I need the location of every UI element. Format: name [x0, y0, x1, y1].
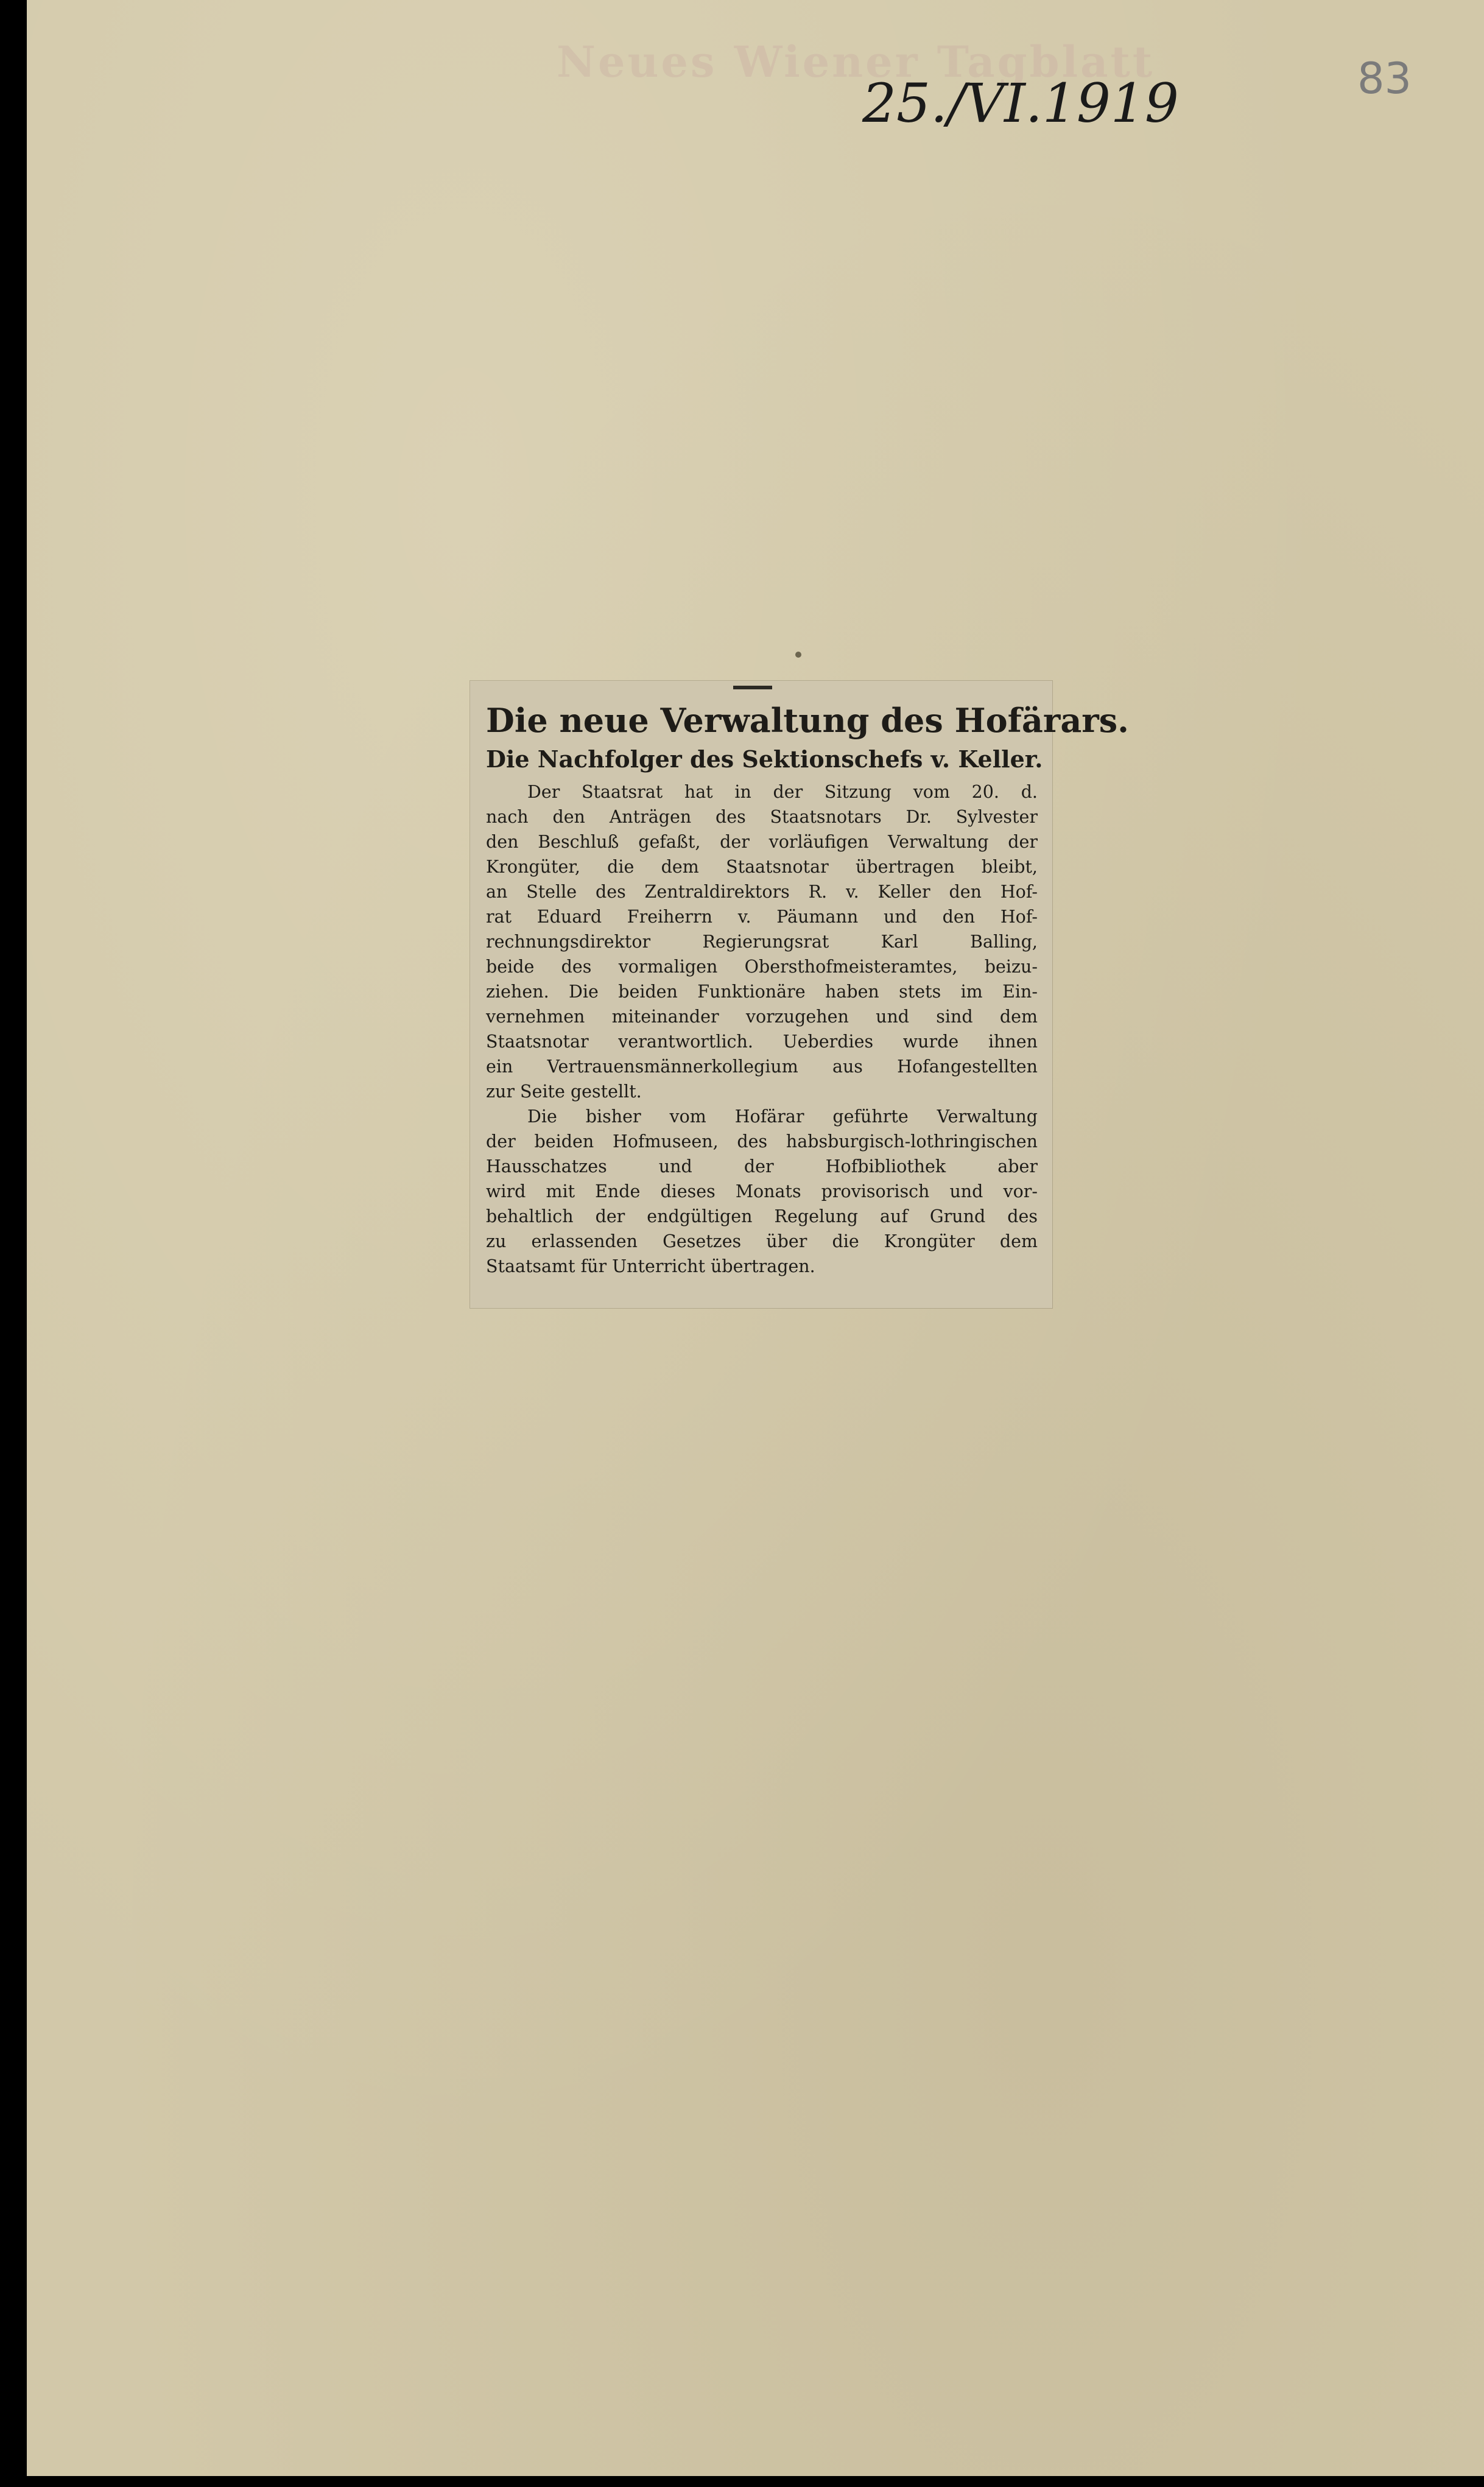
article-line: der beiden Hofmuseen, des habsburgisch-lothringischen: [486, 1131, 1038, 1152]
article-line: Staatsamt für Unterricht übertragen.: [486, 1256, 815, 1276]
article-line: zur Seite gestellt.: [486, 1082, 642, 1102]
article-line: zu erlassenden Gesetzes über die Krongüter dem: [486, 1231, 1038, 1251]
article-line: rat Eduard Freiherrn v. Päumann und den Hof-: [486, 907, 1038, 927]
clipping-body: [486, 779, 1038, 1279]
article-line: behaltlich der endgültigen Regelung auf Grund des: [486, 1206, 1038, 1226]
article-line: beide des vormaligen Obersthofmeisteramtes, beizu-: [486, 957, 1038, 977]
article-line: ziehen. Die beiden Funktionäre haben stets im Ein-: [486, 982, 1038, 1002]
clipping-subheadline: Die Nachfolger des Sektionschefs v. Keller.: [486, 745, 1043, 773]
handwritten-date: 25./VI.1919: [862, 72, 1179, 135]
article-line: ein Vertrauensmännerkollegium aus Hofangestellten: [486, 1057, 1038, 1077]
article-line: Hausschatzes und der Hofbibliothek aber: [486, 1156, 1038, 1177]
article-line: den Beschluß gefaßt, der vorläufigen Verwaltung der: [486, 832, 1038, 852]
top-rule: [733, 686, 772, 689]
clipping-headline: Die neue Verwaltung des Hofärars.: [486, 701, 1129, 740]
article-line: Der Staatsrat hat in der Sitzung vom 20. d.: [527, 782, 1038, 802]
ink-dot: [795, 652, 801, 658]
article-line: Staatsnotar verantwortlich. Ueberdies wurde ihnen: [486, 1032, 1038, 1052]
newspaper-clipping: [470, 681, 1129, 1308]
archive-page: [27, 0, 1484, 2476]
article-line: vernehmen miteinander vorzugehen und sind dem: [486, 1007, 1038, 1027]
faded-stamp: Neues Wiener Tagblatt: [557, 37, 1155, 87]
article-line: wird mit Ende dieses Monats provisorisch und vor-: [486, 1181, 1038, 1201]
article-line: Krongüter, die dem Staatsnotar übertragen bleibt,: [486, 857, 1038, 877]
folio-number: 83: [1357, 54, 1412, 104]
article-line: Die bisher vom Hofärar geführte Verwaltung: [527, 1106, 1038, 1127]
article-line: nach den Anträgen des Staatsnotars Dr. Sylvester: [486, 807, 1038, 827]
article-line: an Stelle des Zentraldirektors R. v. Keller den Hof-: [486, 882, 1038, 902]
article-line: rechnungsdirektor Regierungsrat Karl Balling,: [486, 932, 1038, 952]
